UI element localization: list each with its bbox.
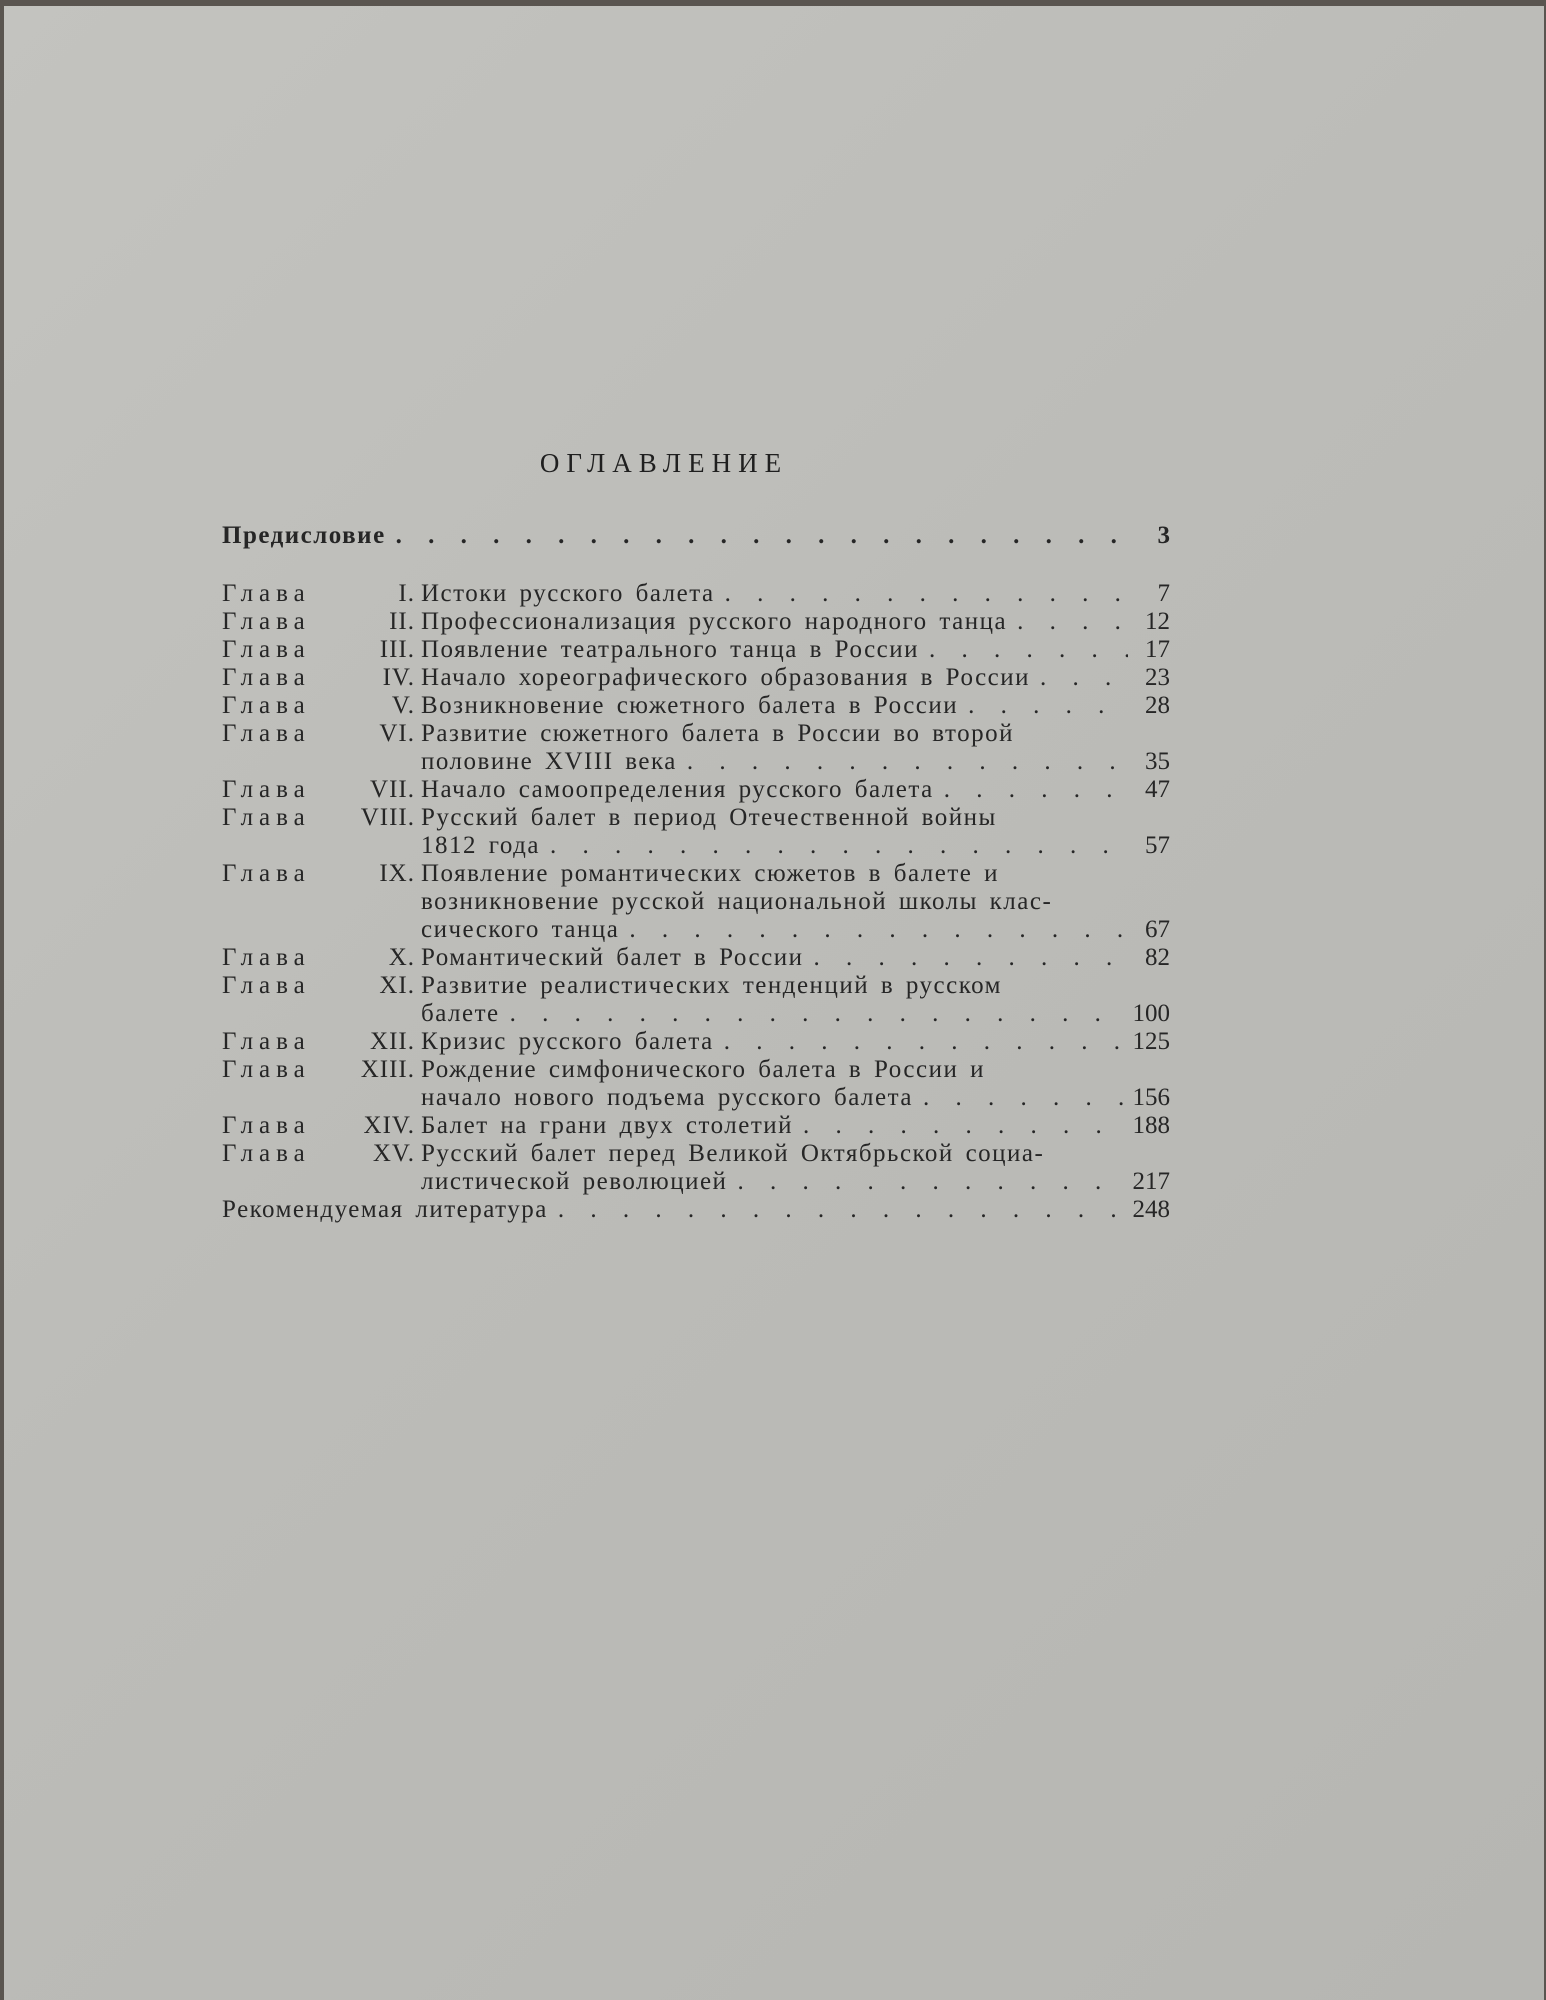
dot-leader (548, 1196, 1128, 1224)
toc-entry-chapter (222, 1112, 1170, 1140)
page-number: 67 (1145, 916, 1170, 943)
toc-line (222, 860, 1170, 888)
chapter-numeral: VI. (379, 720, 415, 747)
dot-leader (1007, 608, 1128, 636)
chapter-numeral: IX. (379, 860, 415, 887)
book-page (4, 6, 1544, 2000)
chapter-numeral: XIII. (360, 1056, 415, 1083)
toc-line (222, 1056, 1170, 1084)
page-number: 100 (1132, 1000, 1170, 1027)
dot-leader (386, 522, 1128, 550)
dot-leader (714, 1028, 1128, 1056)
toc-line (222, 832, 1170, 860)
dot-leader (793, 1112, 1128, 1140)
toc-line (222, 804, 1170, 832)
chapter-word: Глава (222, 944, 311, 971)
page-number: 217 (1132, 1168, 1170, 1195)
entry-title: Начало самоопределения русского балета (421, 776, 934, 803)
chapter-word: Глава (222, 1140, 311, 1167)
page-number: 47 (1145, 776, 1170, 803)
toc-entry-chapter (222, 636, 1170, 664)
chapter-word: Глава (222, 608, 311, 635)
chapter-numeral: XI. (379, 972, 415, 999)
page-number: 82 (1145, 944, 1170, 971)
entry-title: Развитие реалистических тенденций в русском (421, 972, 1002, 999)
toc-line (222, 1000, 1170, 1028)
toc-line (222, 972, 1170, 1000)
page-number: 125 (1132, 1028, 1170, 1055)
chapter-numeral: I. (398, 580, 415, 607)
page-number: 7 (1157, 580, 1170, 607)
toc-line (222, 1140, 1170, 1168)
page-number: 3 (1157, 522, 1170, 549)
toc-entry-chapter (222, 972, 1170, 1028)
entry-title: 1812 года (421, 832, 540, 859)
dot-leader (913, 1084, 1128, 1112)
chapter-word: Глава (222, 776, 311, 803)
chapter-numeral: VIII. (360, 804, 415, 831)
toc-entry-chapter (222, 804, 1170, 860)
toc-line (222, 748, 1170, 776)
entry-title: сического танца (421, 916, 620, 943)
page-number: 35 (1145, 748, 1170, 775)
page-number: 12 (1145, 608, 1170, 635)
page-number: 23 (1145, 664, 1170, 691)
toc-entry-chapter (222, 608, 1170, 636)
chapter-word: Глава (222, 636, 311, 663)
chapter-word: Глава (222, 1056, 311, 1083)
dot-leader (919, 636, 1128, 664)
toc-entry-chapter (222, 664, 1170, 692)
page-number: 156 (1132, 1084, 1170, 1111)
chapter-numeral: XIV. (363, 1112, 415, 1139)
chapter-numeral: XII. (370, 1028, 415, 1055)
page-number: 28 (1145, 692, 1170, 719)
chapter-word: Глава (222, 804, 311, 831)
chapter-numeral: VII. (370, 776, 415, 803)
toc-entry-chapter (222, 1056, 1170, 1112)
toc-line (222, 1084, 1170, 1112)
chapter-word: Глава (222, 692, 311, 719)
entry-title: половине XVIII века (421, 748, 677, 775)
chapter-word: Глава (222, 580, 311, 607)
entry-title: Истоки русского балета (421, 580, 715, 607)
chapter-numeral: XV. (372, 1140, 415, 1167)
dot-leader (619, 916, 1128, 944)
entry-title: Русский балет в период Отечественной войны (421, 804, 997, 831)
page-title: ОГЛАВЛЕНИЕ (539, 448, 789, 478)
entry-title: Рекомендуемая литература (222, 1196, 548, 1223)
toc-line (222, 888, 1170, 916)
entry-title: Начало хореографического образования в России (421, 664, 1031, 691)
chapter-numeral: X. (388, 944, 415, 971)
dot-leader (803, 944, 1128, 972)
toc-line (222, 720, 1170, 748)
dot-leader (540, 832, 1128, 860)
chapter-word: Глава (222, 1112, 311, 1139)
toc-line (222, 1168, 1170, 1196)
entry-title: Романтический балет в России (421, 944, 804, 971)
toc-line (222, 692, 1170, 720)
toc-line (222, 776, 1170, 804)
toc-line (222, 1112, 1170, 1140)
table-of-contents (222, 522, 1170, 1224)
page-number: 248 (1132, 1196, 1170, 1223)
toc-entry-preface (222, 522, 1170, 550)
toc-entry-literature (222, 1196, 1170, 1224)
page-number: 57 (1145, 832, 1170, 859)
entry-title: Предисловие (222, 522, 386, 549)
toc-line (222, 944, 1170, 972)
entry-title: балете (421, 1000, 500, 1027)
toc-line (222, 1028, 1170, 1056)
chapter-word: Глава (222, 860, 311, 887)
chapter-word: Глава (222, 972, 311, 999)
toc-line (222, 608, 1170, 636)
entry-title: начало нового подъема русского балета (421, 1084, 913, 1111)
toc-line (222, 580, 1170, 608)
page-number: 17 (1145, 636, 1170, 663)
entry-title: листической революцией (421, 1168, 728, 1195)
chapter-word: Глава (222, 1028, 311, 1055)
dot-leader (934, 776, 1128, 804)
toc-line (222, 916, 1170, 944)
chapter-numeral: IV. (382, 664, 415, 691)
dot-leader (727, 1168, 1128, 1196)
entry-title: возникновение русской национальной школы клас- (421, 888, 1053, 915)
toc-entry-chapter (222, 944, 1170, 972)
entry-title: Профессионализация русского народного танца (421, 608, 1008, 635)
toc-entry-chapter (222, 1140, 1170, 1196)
page-number: 188 (1132, 1112, 1170, 1139)
chapter-numeral: II. (389, 608, 415, 635)
toc-entry-chapter (222, 776, 1170, 804)
dot-leader (958, 692, 1128, 720)
toc-entry-chapter (222, 580, 1170, 608)
entry-title: Развитие сюжетного балета в России во второй (421, 720, 1014, 747)
chapter-word: Глава (222, 720, 311, 747)
chapter-word: Глава (222, 664, 311, 691)
toc-entry-chapter (222, 720, 1170, 776)
dot-leader (715, 580, 1128, 608)
toc-line (222, 636, 1170, 664)
entry-title: Русский балет перед Великой Октябрьской социа- (421, 1140, 1045, 1167)
entry-title: Кризис русского балета (421, 1028, 714, 1055)
dot-leader (677, 748, 1128, 776)
entry-title: Появление театрального танца в России (421, 636, 920, 663)
toc-entry-chapter (222, 1028, 1170, 1056)
dot-leader (1030, 664, 1128, 692)
toc-entry-chapter (222, 692, 1170, 720)
chapter-list (222, 580, 1170, 1196)
toc-line (222, 664, 1170, 692)
entry-title: Рождение симфонического балета в России и (421, 1056, 985, 1083)
chapter-numeral: V. (391, 692, 415, 719)
entry-title: Возникновение сюжетного балета в России (421, 692, 959, 719)
entry-title: Балет на грани двух столетий (421, 1112, 794, 1139)
dot-leader (500, 1000, 1128, 1028)
chapter-numeral: III. (379, 636, 415, 663)
entry-title: Появление романтических сюжетов в балете и (421, 860, 999, 887)
toc-entry-chapter (222, 860, 1170, 944)
